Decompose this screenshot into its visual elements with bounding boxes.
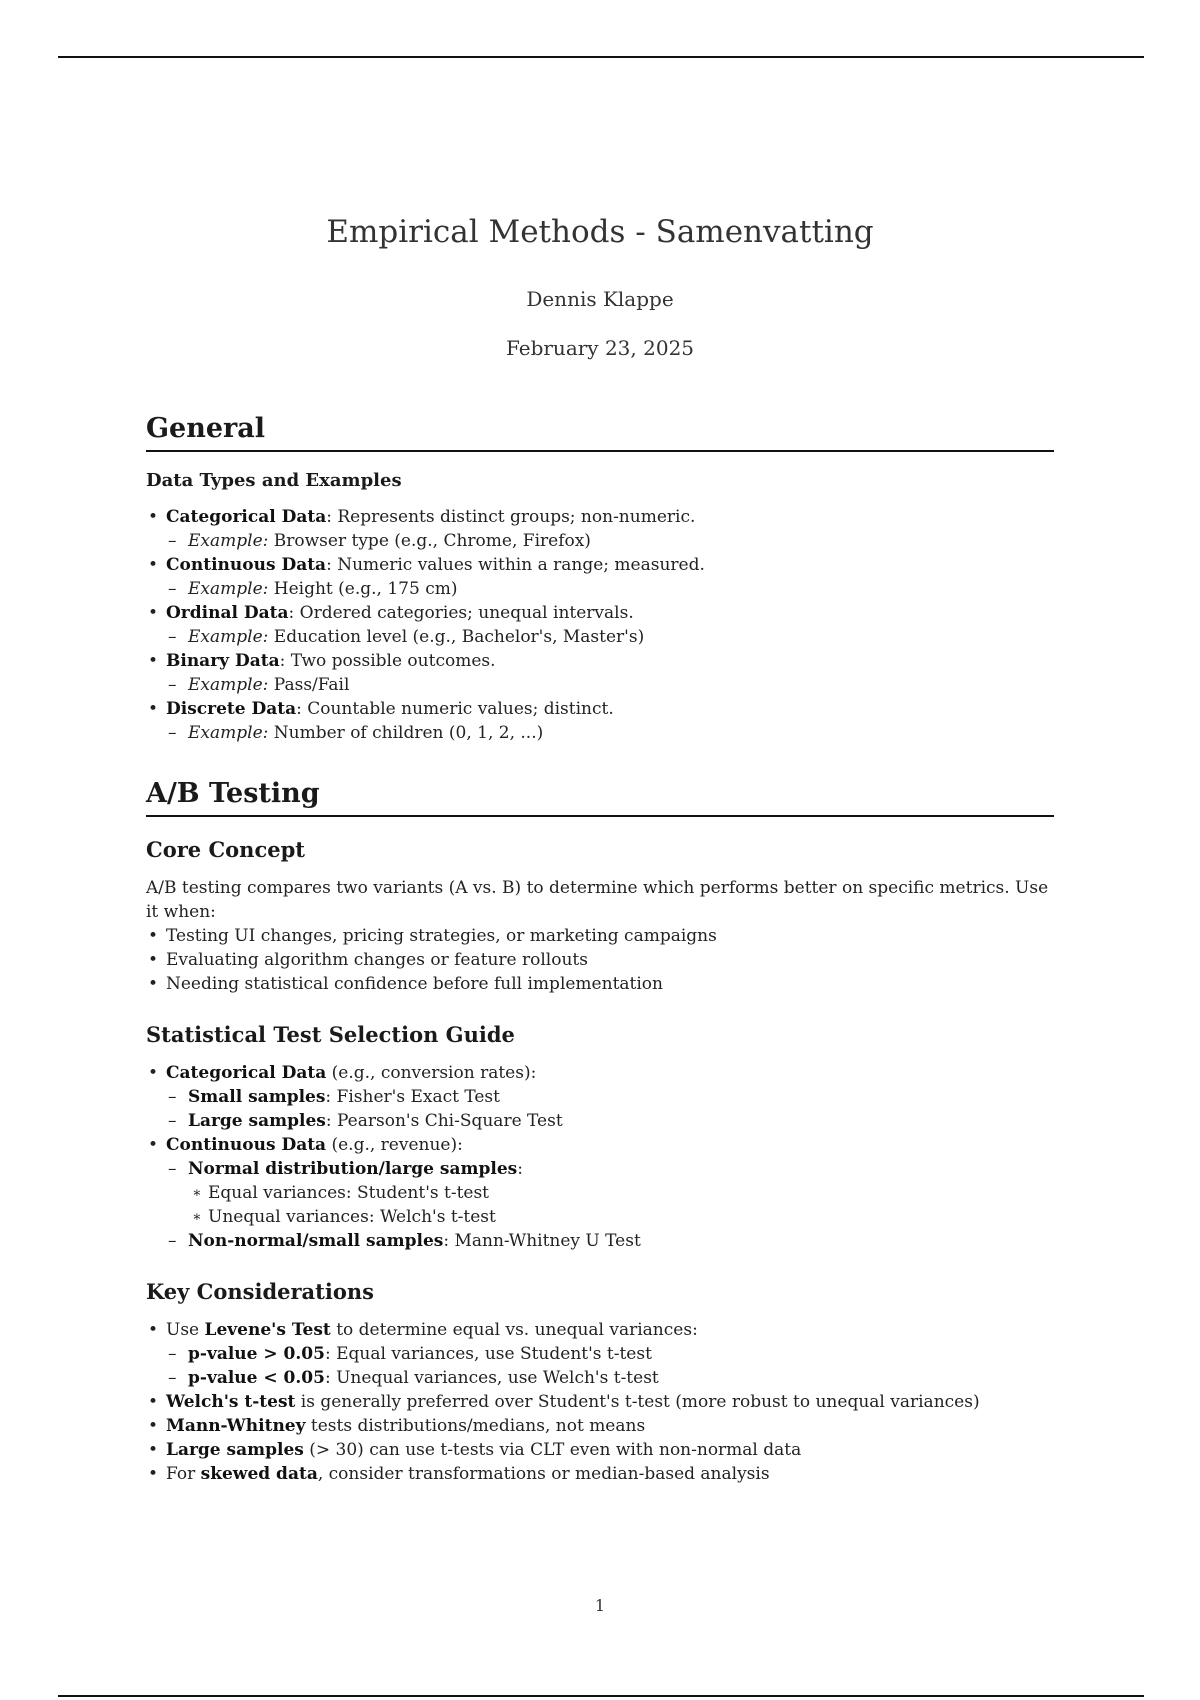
term: Non-normal/small samples [188, 1231, 444, 1251]
list-item [146, 1414, 1054, 1438]
list-item [146, 1462, 1054, 1486]
example-label: Example: [188, 531, 269, 551]
example-label: Example: [188, 675, 269, 695]
core-concept-text: A/B testing compares two variants (A vs. B) to determine which performs better on specific metrics. Use it when: [146, 878, 1049, 922]
data-types-list [146, 505, 1054, 745]
term: Large samples [188, 1111, 326, 1131]
description: : Mann-Whitney U Test [443, 1231, 641, 1251]
example-item [146, 721, 1054, 745]
term: Binary Data [166, 651, 280, 671]
core-concept-list [146, 924, 1054, 996]
description: : Fisher's Exact Test [325, 1087, 500, 1107]
list-item [146, 1438, 1054, 1462]
description: : Countable numeric values; distinct. [296, 699, 614, 719]
term: p-value < 0.05 [188, 1368, 325, 1388]
description: : Equal variances, use Student's t-test [324, 1344, 652, 1364]
section-general [146, 410, 1054, 745]
key-considerations-list [146, 1318, 1054, 1486]
document-date: February 23, 2025 [505, 336, 695, 360]
example-text: Education level (e.g., Bachelor's, Master's) [268, 627, 645, 647]
list-item [146, 1366, 1054, 1390]
list-item: • Testing UI changes, pricing strategies, or marketing campaigns [146, 924, 1054, 948]
example-item [146, 625, 1054, 649]
section-heading-ab-testing: A/B Testing [146, 775, 1054, 817]
term: skewed data [200, 1464, 318, 1484]
description: : Represents distinct groups; non-numeric. [326, 507, 696, 527]
list-item [146, 1229, 1054, 1253]
section-ab-testing [146, 775, 1054, 1486]
example-item [146, 673, 1054, 697]
document-author: Dennis Klappe [526, 287, 674, 311]
list-item [146, 1133, 1054, 1157]
text: For [166, 1464, 201, 1484]
example-text: Height (e.g., 175 cm) [268, 579, 458, 599]
list-item [146, 1342, 1054, 1366]
list-item [146, 553, 1054, 577]
description: (e.g., conversion rates): [326, 1063, 537, 1083]
list-item [146, 601, 1054, 625]
data-types-heading: Data Types and Examples [146, 470, 402, 491]
top-rule [58, 56, 1144, 58]
text: Use [166, 1320, 205, 1340]
description: , consider transformations or median-based analysis [317, 1464, 770, 1484]
term: Categorical Data [166, 507, 327, 527]
example-label: Example: [188, 579, 269, 599]
term: Discrete Data [166, 699, 297, 719]
description: : Pearson's Chi-Square Test [325, 1111, 563, 1131]
term: Continuous Data [166, 1135, 327, 1155]
list-item [146, 1109, 1054, 1133]
description: : Ordered categories; unequal intervals. [288, 603, 634, 623]
description: : Unequal variances, use Welch's t-test [324, 1368, 659, 1388]
list-item: ∗ Equal variances: Student's t-test [146, 1181, 1054, 1205]
list-item: • Needing statistical confidence before full implementation [146, 972, 1054, 996]
description: : [517, 1159, 523, 1179]
term: Mann-Whitney [166, 1416, 306, 1436]
term: Levene's Test [204, 1320, 331, 1340]
list-item [146, 505, 1054, 529]
example-text: Number of children (0, 1, 2, ...) [268, 723, 544, 743]
term: p-value > 0.05 [188, 1344, 325, 1364]
description: : Numeric values within a range; measured. [326, 555, 705, 575]
document-title: Empirical Methods - Samenvatting [326, 214, 874, 250]
example-item [146, 577, 1054, 601]
example-text: Browser type (e.g., Chrome, Firefox) [268, 531, 591, 551]
list-item: • Evaluating algorithm changes or feature rollouts [146, 948, 1054, 972]
test-selection-heading: Statistical Test Selection Guide [146, 1022, 515, 1047]
example-item [146, 529, 1054, 553]
test-selection-list [146, 1061, 1054, 1253]
list-item: ∗ Unequal variances: Welch's t-test [146, 1205, 1054, 1229]
example-text: Pass/Fail [268, 675, 350, 695]
description: is generally preferred over Student's t-test (more robust to unequal variances) [295, 1392, 980, 1412]
core-concept-heading: Core Concept [146, 837, 305, 862]
description: : Two possible outcomes. [279, 651, 496, 671]
description: (e.g., revenue): [326, 1135, 463, 1155]
term: Large samples [166, 1440, 304, 1460]
term: Small samples [188, 1087, 326, 1107]
list-item [146, 1157, 1054, 1181]
list-item [146, 1390, 1054, 1414]
list-item [146, 1318, 1054, 1342]
description: (> 30) can use t-tests via CLT even with non-normal data [303, 1440, 802, 1460]
example-label: Example: [188, 627, 269, 647]
document-content [146, 410, 1054, 1486]
list-item [146, 697, 1054, 721]
list-item [146, 1061, 1054, 1085]
list-item [146, 1085, 1054, 1109]
section-heading-general: General [146, 410, 1054, 452]
bottom-rule [58, 1695, 1144, 1697]
page-number: 1 [594, 1596, 606, 1615]
term: Normal distribution/large samples [188, 1159, 518, 1179]
key-considerations-heading: Key Considerations [146, 1279, 374, 1304]
description: to determine equal vs. unequal variances: [330, 1320, 698, 1340]
description: tests distributions/medians, not means [305, 1416, 646, 1436]
term: Ordinal Data [166, 603, 289, 623]
list-item [146, 649, 1054, 673]
term: Continuous Data [166, 555, 327, 575]
example-label: Example: [188, 723, 269, 743]
term: Categorical Data [166, 1063, 327, 1083]
term: Welch's t-test [166, 1392, 296, 1412]
